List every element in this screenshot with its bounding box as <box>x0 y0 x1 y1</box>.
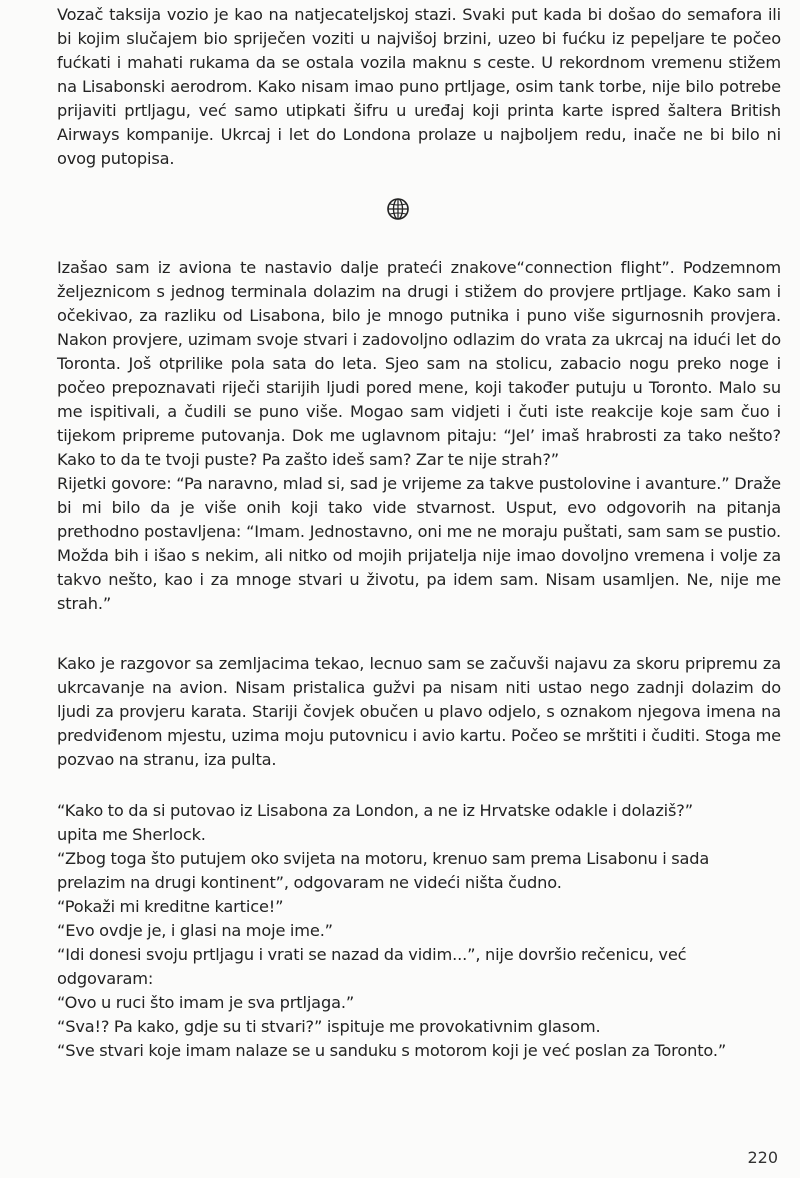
section-taxi-airport <box>57 3 781 171</box>
paragraph: Izašao sam iz aviona te nastavio dalje prateći znakove“connection flight”. Podzemnom željeznicom s jednog terminala dolazim na drugi i stižem do provjere prtljage. Kako sam i očekivao, za razliku od Lisabona, bilo je mnogo putnika i puno više sigurnosnih provjera. Nakon provjere, uzimam svoje stvari i zadovoljno odlazim do vrata za ukrcaj na idući let do Toronta. Još otprilike pola sata do leta. Sjeo sam na stolicu, zabacio nogu preko noge i počeo prepoznavati riječi starijih ljudi pored mene, koji također putuju u Toronto. Malo su me ispitivali, a čudili se puno više. Mogao sam vidjeti i čuti iste reakcije koje sam čuo i tijekom pripreme putovanja. Dok me uglavnom pitaju: “Jel’ imaš hrabrosti za tako nešto? Kako to da te tvoji puste? Pa zašto ideš sam? Zar te nije strah?” <box>57 258 781 469</box>
dialogue-line: upita me Sherlock. <box>57 825 206 844</box>
dialogue-line: odgovaram: <box>57 969 154 988</box>
dialogue-line: “Kako to da si putovao iz Lisabona za London, a ne iz Hrvatske odakle i dolaziš?” <box>57 801 693 820</box>
dialogue-line: “Zbog toga što putujem oko svijeta na motoru, krenuo sam prema Lisabonu i sada <box>57 849 710 868</box>
paragraph: Kako je razgovor sa zemljacima tekao, lecnuo sam se začuvši najavu za skoru pripremu za ukrcavanje na avion. Nisam pristalica gužvi pa nisam niti ustao nego zadnji dolazim do ljudi za provjeru karata. Stariji čovjek obučen u plavo odjelo, s oznakom njegova imena na predviđenom mjestu, uzima moju putovnicu i avio kartu. Počeo se mrštiti i čuditi. Stoga me pozvao na stranu, iza pulta. <box>57 654 781 769</box>
page-number: 220 <box>747 1148 778 1167</box>
globe-icon <box>385 196 411 222</box>
dialogue-line: “Pokaži mi kreditne kartice!” <box>57 897 284 916</box>
dialogue-line: “Sve stvari koje imam nalaze se u sanduku s motorom koji je već poslan za Toronto.” <box>57 1041 727 1060</box>
paragraph: Vozač taksija vozio je kao na natjecateljskoj stazi. Svaki put kada bi došao do semafora ili bi kojim slučajem bio spriječen voziti u najvišoj brzini, uzeo bi fućku iz pepeljare te počeo fućkati i mahati rukama da se ostala vozila maknu s ceste. U rekordnom vremenu stižem na Lisabonski aerodrom. Kako nisam imao puno prtljage, osim tank torbe, nije bilo potrebe prijaviti prtljagu, već samo utipkati šifru u uređaj koji printa karte ispred šaltera British Airways kompanije. Ukrcaj i let do Londona prolaze u najboljem redu, inače ne bi bilo ni ovog putopisa. <box>57 5 781 168</box>
dialogue-line: “Evo ovdje je, i glasi na moje ime.” <box>57 921 333 940</box>
section-connection-flight <box>57 256 781 616</box>
section-boarding <box>57 652 781 772</box>
dialogue-line: prelazim na drugi kontinent”, odgovaram ne videći ništa čudno. <box>57 873 562 892</box>
section-dialogue <box>57 799 781 1063</box>
dialogue-line: “Ovo u ruci što imam je sva prtljaga.” <box>57 993 355 1012</box>
paragraph: Rijetki govore: “Pa naravno, mlad si, sad je vrijeme za takve pustolovine i avanture.” Draže bi mi bilo da je više onih koji tako vide stvarnost. Usput, evo odgovorih na pitanja prethodno postavljena: “Imam. Jednostavno, oni me ne moraju puštati, sam sam se pustio. Možda bih i išao s nekim, ali nitko od mojih prijatelja nije imao dovoljno vremena i volje za takvo nešto, kao i za mnoge stvari u životu, pa idem sam. Nisam usamljen. Ne, nije me strah.” <box>57 474 781 613</box>
dialogue-line: “Sva!? Pa kako, gdje su ti stvari?” ispituje me provokativnim glasom. <box>57 1017 601 1036</box>
dialogue-line: “Idi donesi svoju prtljagu i vrati se nazad da vidim...”, nije dovršio rečenicu, već <box>57 945 687 964</box>
